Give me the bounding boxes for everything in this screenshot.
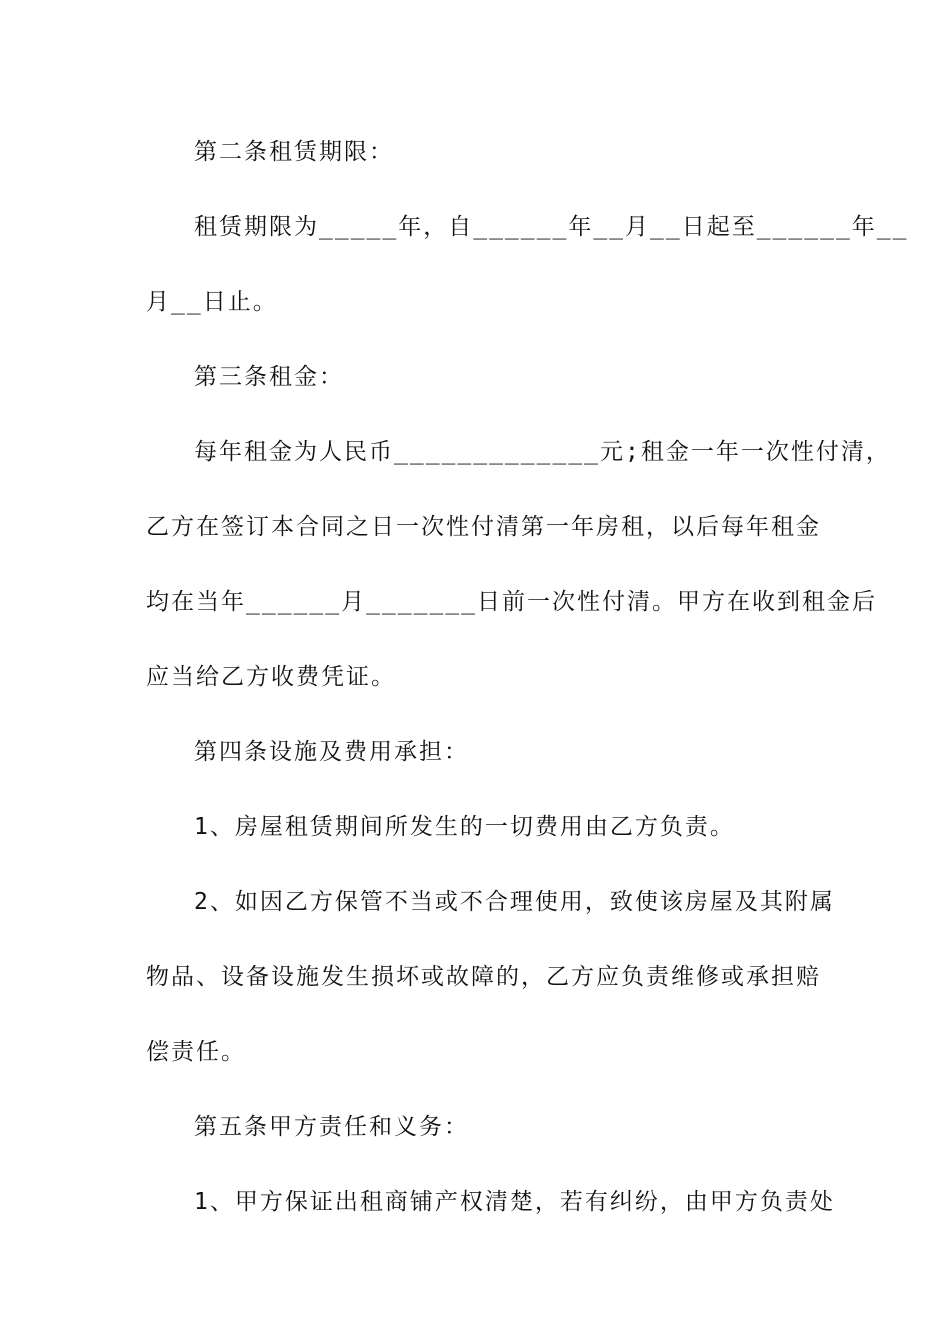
paragraph-line: 1、甲方保证出租商铺产权清楚，若有纠纷，由甲方负责处	[194, 1189, 835, 1215]
paragraph-line: 乙方在签订本合同之日一次性付清第一年房租，以后每年租金	[146, 514, 821, 540]
paragraph-line: 1、房屋租赁期间所发生的一切费用由乙方负责。	[194, 814, 735, 840]
section-heading-rent: 第三条租金：	[194, 364, 344, 390]
paragraph-line: 租赁期限为_____年，自______年__月__日起至______年__	[194, 214, 909, 240]
paragraph-line: 月__日止。	[146, 289, 278, 315]
paragraph-line: 应当给乙方收费凭证。	[146, 664, 396, 690]
paragraph-line: 均在当年______月_______日前一次性付清。甲方在收到租金后	[146, 589, 878, 615]
section-heading-party-a-duties: 第五条甲方责任和义务：	[194, 1114, 469, 1140]
paragraph-line: 每年租金为人民币_____________元;租金一年一次性付清，	[194, 439, 891, 465]
paragraph-line: 物品、设备设施发生损坏或故障的，乙方应负责维修或承担赔	[146, 964, 821, 990]
section-heading-lease-term: 第二条租赁期限：	[194, 139, 394, 165]
paragraph-line: 2、如因乙方保管不当或不合理使用，致使该房屋及其附属	[194, 889, 835, 915]
section-heading-facilities-costs: 第四条设施及费用承担：	[194, 739, 469, 765]
paragraph-line: 偿责任。	[146, 1039, 246, 1065]
